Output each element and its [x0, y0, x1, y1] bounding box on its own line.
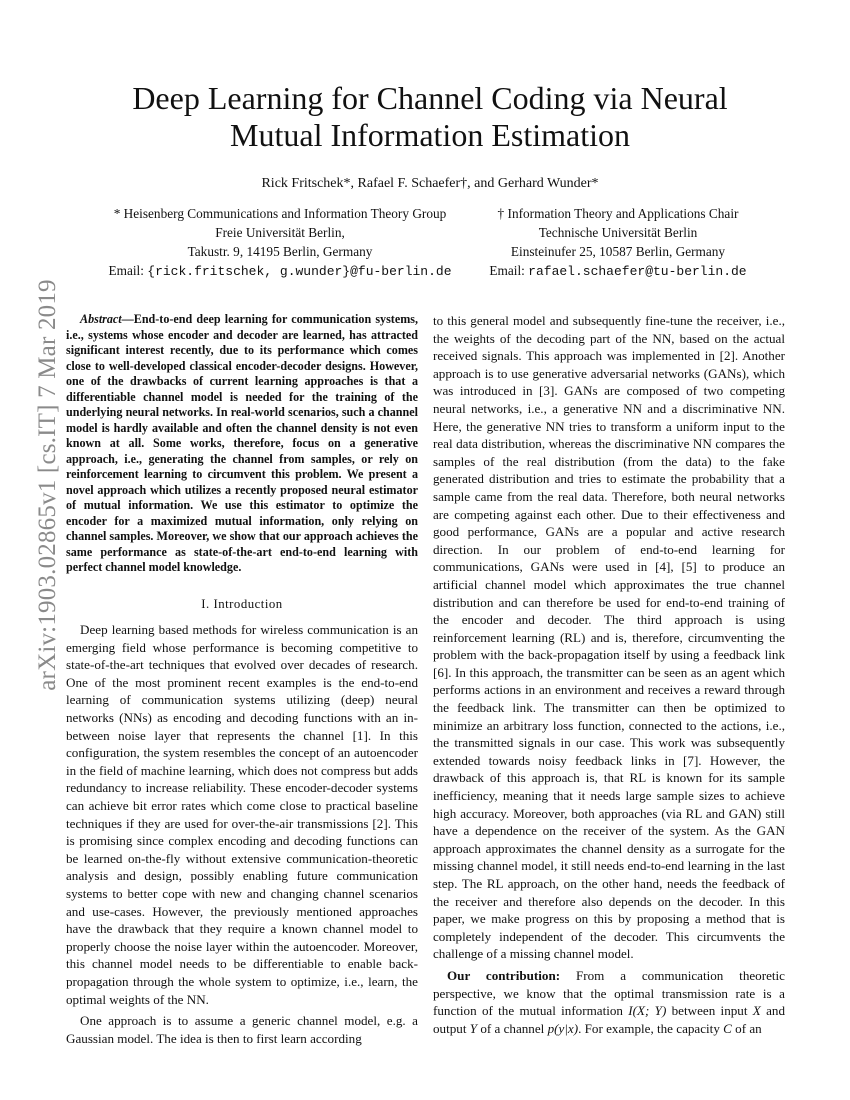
- arxiv-identifier-stamp: [33, 279, 63, 691]
- affiliation-right-university: Technische Universität Berlin: [538, 225, 698, 240]
- contribution-paragraph: [433, 967, 785, 1037]
- title-line-1: Deep Learning for Channel Coding via Neural: [132, 80, 728, 116]
- affiliation-right: [478, 204, 758, 281]
- math-output-y: Y: [469, 1020, 478, 1036]
- affiliation-right-chair: † Information Theory and Applications Chair: [497, 206, 739, 221]
- affiliation-left-group: * Heisenberg Communications and Information Theory Group: [113, 206, 447, 221]
- email-label: Email:: [489, 263, 529, 278]
- intro-paragraph-2: One approach is to assume a generic channel model, e.g. a Gaussian model. The idea is then to first learn according: [66, 1013, 418, 1046]
- affiliation-right-email-line: [478, 261, 758, 281]
- affiliation-left-email-line: [85, 261, 475, 281]
- intro-paragraph-continued: to this general model and subsequently fine-tune the receiver, i.e., the weights of the decoding part of the NN, based on the actual received signals. This approach was implemented in [2]. Another approach is to use generative adversarial networks (GANs), which was introduced in [3]. GANs are composed of two competing neural networks, i.e., a generative NN and a discriminative NN. Here, the generative NN tries to transform a uniform input to the real data distribution, whereas the discriminative NN compares the samples of the real distribution (from the data) to the fake generated distribution and tries to estimate the probability that a sample came from the real data. Therefore, both neural networks are competing against each other. Due to their effectiveness and good performance, GANs are a popular and active research direction. In our problem of end-to-end learning for communications, GANs were used in [4], [5] to produce an artificial channel model which approximates the true channel distribution and can therefore be used for end-to-end training of the encoder and decoder. The third approach is using reinforcement learning (RL) and is, therefore, circumventing the problem with the back-propagation itself by using a feedback link [6]. In this approach, the transmitter can be seen as an agent which performs actions in an environment and receives a reward through the feedback link. The transmitter can then be optimized to minimize an arbitrary loss function, connected to the actions, i.e., the transmitted signals in our case. This work was subsequently extended towards noisy feedback links in [7]. However, the drawback of this approach is, that RL is known for its sample inefficiency, meaning that it needs large sample sizes to achieve high accuracy. Moreover, both approaches (via RL and GAN) still have a dependence on the receiver of the system. As the GAN approach approximates the channel density as a surrogate for the missing channel model, it still needs end-to-end learning in the last step. The RL approach, on the other hand, needs the feedback of the receiver and therefore also depends on the decoder. In this paper, we make progress on this by proposing a method that is completely independent of the decoder. This circumvents the challenge of a missing channel model.: [433, 313, 785, 962]
- left-column: [66, 312, 418, 1047]
- arxiv-id-text: arXiv:1903.02865v1 [cs.IT] 7 Mar 2019: [34, 279, 61, 691]
- title-line-2: Mutual Information Estimation: [230, 117, 630, 153]
- affiliation-left-address: Takustr. 9, 14195 Berlin, Germany: [187, 244, 373, 259]
- intro-paragraph-1: Deep learning based methods for wireless communication is an emerging field whose performance is becoming competitive to state-of-the-art techniques that evolved over decades of research. One of the most prominent recent examples is the end-to-end learning of communication systems utilizing (deep) neural networks (NNs) as encoding and decoding functions with an in-between noise layer that represents the channel [1]. In this configuration, the system resembles the concept of an autoencoder in the field of machine learning, which does not compress but adds redundancy to increase reliability. These encoder-decoder systems can achieve bit error rates which come close to practical baseline techniques if they are used for over-the-air transmissions [2]. This is promising since complex encoding and decoding functions can be learned on-the-fly without extensive communication-theoretic analysis and design, possibly enabling future communication systems to better cope with new and changing channel scenarios and use-cases. However, the previously mentioned approaches have the drawback that they require a known channel model to properly choose the noise layer within the autoencoder. Moreover, this channel model needs to be differentiable to enable back-propagation through the whole system to optimize, i.e., learn, the optimal weights of the NN.: [66, 622, 418, 1007]
- affiliation-right-address: Einsteinufer 25, 10587 Berlin, Germany: [510, 244, 726, 259]
- contribution-text-2: between input: [666, 1003, 753, 1019]
- abstract-label: Abstract: [80, 312, 122, 326]
- email-label: Email:: [108, 263, 148, 278]
- right-column: [433, 312, 785, 1037]
- affiliation-left: [85, 204, 475, 281]
- contribution-text-3: and output: [433, 1003, 785, 1036]
- contribution-text-1: From a communication theoretic perspective, we know that the optimal transmission rate is a function of the mutual information: [433, 967, 785, 1019]
- contribution-text-6: of an: [731, 1020, 762, 1036]
- affiliation-left-university: Freie Universität Berlin,: [215, 225, 345, 240]
- abstract: [66, 312, 418, 576]
- email-address-left: {rick.fritschek, g.wunder}@fu-berlin.de: [147, 264, 452, 279]
- email-address-right: rafael.schaefer@tu-berlin.de: [528, 264, 747, 279]
- contribution-label: Our contribution:: [447, 967, 561, 983]
- math-channel: p(y|x): [547, 1020, 579, 1036]
- contribution-text-4: of a channel: [477, 1020, 548, 1036]
- abstract-text: —End-to-end deep learning for communication systems, i.e., systems whose encoder and decoder are learned, has attracted significant interest recently, due to its performance which comes close to well-developed classical encoder-decoder designs. However, one of the drawbacks of current learning approaches is that a differentiable channel model is needed for the training of the underlying neural networks. In real-world scenarios, such a channel model is hardly available and often the channel density is not even known at all. Some works, therefore, focus on a generative approach, i.e., generating the channel from samples, or rely on reinforcement learning to circumvent this problem. We present a novel approach which utilizes a recently proposed neural estimator of mutual information. We use this estimator to optimize the encoder for a maximized mutual information, only relying on channel samples. Moreover, we show that our approach achieves the same performance as state-of-the-art end-to-end learning with perfect channel model knowledge.: [66, 312, 418, 574]
- author-list: Rick Fritschek*, Rafael F. Schaefer†, and Gerhard Wunder*: [261, 176, 599, 191]
- section-heading-introduction: I. Introduction: [201, 596, 283, 611]
- math-input-x: X: [752, 1003, 761, 1019]
- paper-title: [60, 80, 800, 154]
- math-mutual-information: I(X; Y): [628, 1003, 667, 1019]
- contribution-text-5: . For example, the capacity: [578, 1020, 724, 1036]
- math-capacity: C: [723, 1020, 732, 1036]
